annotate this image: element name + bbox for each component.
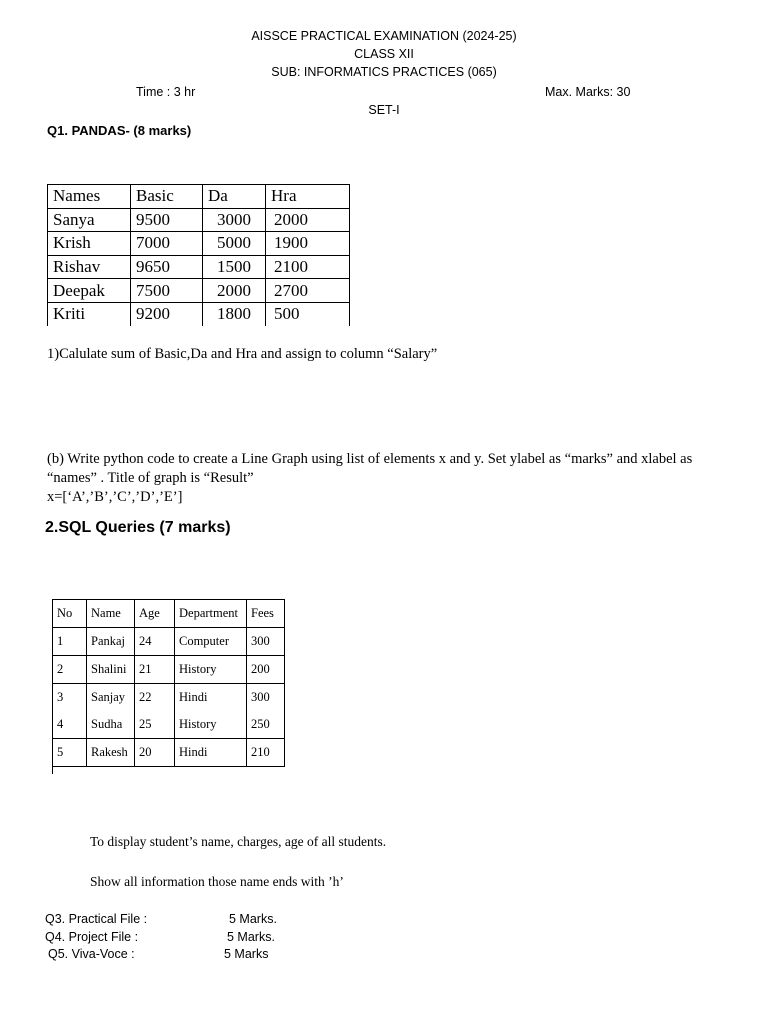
table-cell: Hindi xyxy=(175,739,247,767)
table-cell: 500 xyxy=(266,302,350,325)
q2-query-1: To display student’s name, charges, age of all students. xyxy=(90,834,387,849)
column-header: Fees xyxy=(247,600,285,628)
q1-title: Q1. PANDAS- (8 marks) xyxy=(47,123,192,138)
table-header-row xyxy=(48,185,350,209)
q3-marks: 5 Marks. xyxy=(229,912,277,926)
table-cell: 22 xyxy=(135,684,175,712)
column-header: Department xyxy=(175,600,247,628)
table-row xyxy=(48,255,350,279)
q5-label: Q5. Viva-Voce : xyxy=(48,947,135,961)
table-row xyxy=(53,739,285,767)
table-cell: 9650 xyxy=(131,255,203,279)
table-header-row xyxy=(53,600,285,628)
table-cell: 24 xyxy=(135,628,175,656)
table-cell: Sudha xyxy=(87,711,135,739)
table-cell: 250 xyxy=(247,711,285,739)
table-cell: 1 xyxy=(53,628,87,656)
table-cell: Sanjay xyxy=(87,684,135,712)
table-cell: Krish xyxy=(48,232,131,256)
q1-part-b-line1: (b) Write python code to create a Line Graph using list of elements x and y. Set ylabel as “marks” and xlabel as xyxy=(47,451,693,467)
table-cell: 2100 xyxy=(266,255,350,279)
exam-title: AISSCE PRACTICAL EXAMINATION (2024-25) xyxy=(251,29,517,43)
table-cell: 2 xyxy=(53,656,87,684)
table-cell: 7500 xyxy=(131,279,203,303)
set-label: SET-I xyxy=(368,103,400,117)
table-cell: 1500 xyxy=(203,255,266,279)
table-cell: Computer xyxy=(175,628,247,656)
table-cell: 5000 xyxy=(203,232,266,256)
subject-label: SUB: INFORMATICS PRACTICES (065) xyxy=(271,65,497,79)
table-cell: 7000 xyxy=(131,232,203,256)
student-table xyxy=(52,599,285,767)
q2-query-2: Show all information those name ends with ’h’ xyxy=(90,874,344,889)
q3-label: Q3. Practical File : xyxy=(45,912,148,926)
table-row xyxy=(53,684,285,712)
table-cell: 2000 xyxy=(203,279,266,303)
table-row xyxy=(53,711,285,739)
table-row xyxy=(48,279,350,303)
table-cell: Deepak xyxy=(48,279,131,303)
table-cell: 300 xyxy=(247,684,285,712)
table-row xyxy=(48,302,350,325)
table-cell: Pankaj xyxy=(87,628,135,656)
table-cell: 2700 xyxy=(266,279,350,303)
column-header: Hra xyxy=(266,185,350,209)
table-cell: 20 xyxy=(135,739,175,767)
table-cell: 3000 xyxy=(203,208,266,232)
q4-marks: 5 Marks. xyxy=(227,930,275,944)
column-header: Basic xyxy=(131,185,203,209)
table-cell: 200 xyxy=(247,656,285,684)
table-cell: 1900 xyxy=(266,232,350,256)
column-header: No xyxy=(53,600,87,628)
table-cell: Rakesh xyxy=(87,739,135,767)
column-header: Age xyxy=(135,600,175,628)
table-cell: Hindi xyxy=(175,684,247,712)
table-cell: Sanya xyxy=(48,208,131,232)
column-header: Da xyxy=(203,185,266,209)
time-label: Time : 3 hr xyxy=(136,85,196,99)
table-cell: 5 xyxy=(53,739,87,767)
table-cell: 9200 xyxy=(131,302,203,325)
max-marks-label: Max. Marks: 30 xyxy=(545,85,631,99)
table-cell: Shalini xyxy=(87,656,135,684)
q1-part-b-line3: x=[‘A’,’B’,’C’,’D’,’E’] xyxy=(47,489,183,505)
table-cell: 25 xyxy=(135,711,175,739)
table-stray-mark xyxy=(52,767,53,774)
q1-part-b-line2: “names” . Title of graph is “Result” xyxy=(47,470,254,486)
salary-table xyxy=(47,184,350,326)
table-cell: 3 xyxy=(53,684,87,712)
table-cell: 2000 xyxy=(266,208,350,232)
table-cell: Kriti xyxy=(48,302,131,325)
q2-title: 2.SQL Queries (7 marks) xyxy=(45,519,231,536)
q1-part-a: 1)Calulate sum of Basic,Da and Hra and assign to column “Salary” xyxy=(47,346,438,362)
table-cell: 9500 xyxy=(131,208,203,232)
table-row xyxy=(53,656,285,684)
q4-label: Q4. Project File : xyxy=(45,930,139,944)
table-cell: 21 xyxy=(135,656,175,684)
column-header: Name xyxy=(87,600,135,628)
table-cell: 300 xyxy=(247,628,285,656)
table-row xyxy=(53,628,285,656)
table-row xyxy=(48,208,350,232)
class-label: CLASS XII xyxy=(354,47,414,61)
table-cell: 1800 xyxy=(203,302,266,325)
table-cell: History xyxy=(175,656,247,684)
table-row xyxy=(48,232,350,256)
table-cell: 210 xyxy=(247,739,285,767)
column-header: Names xyxy=(48,185,131,209)
table-cell: 4 xyxy=(53,711,87,739)
table-cell: History xyxy=(175,711,247,739)
q5-marks: 5 Marks xyxy=(224,947,269,961)
table-cell: Rishav xyxy=(48,255,131,279)
